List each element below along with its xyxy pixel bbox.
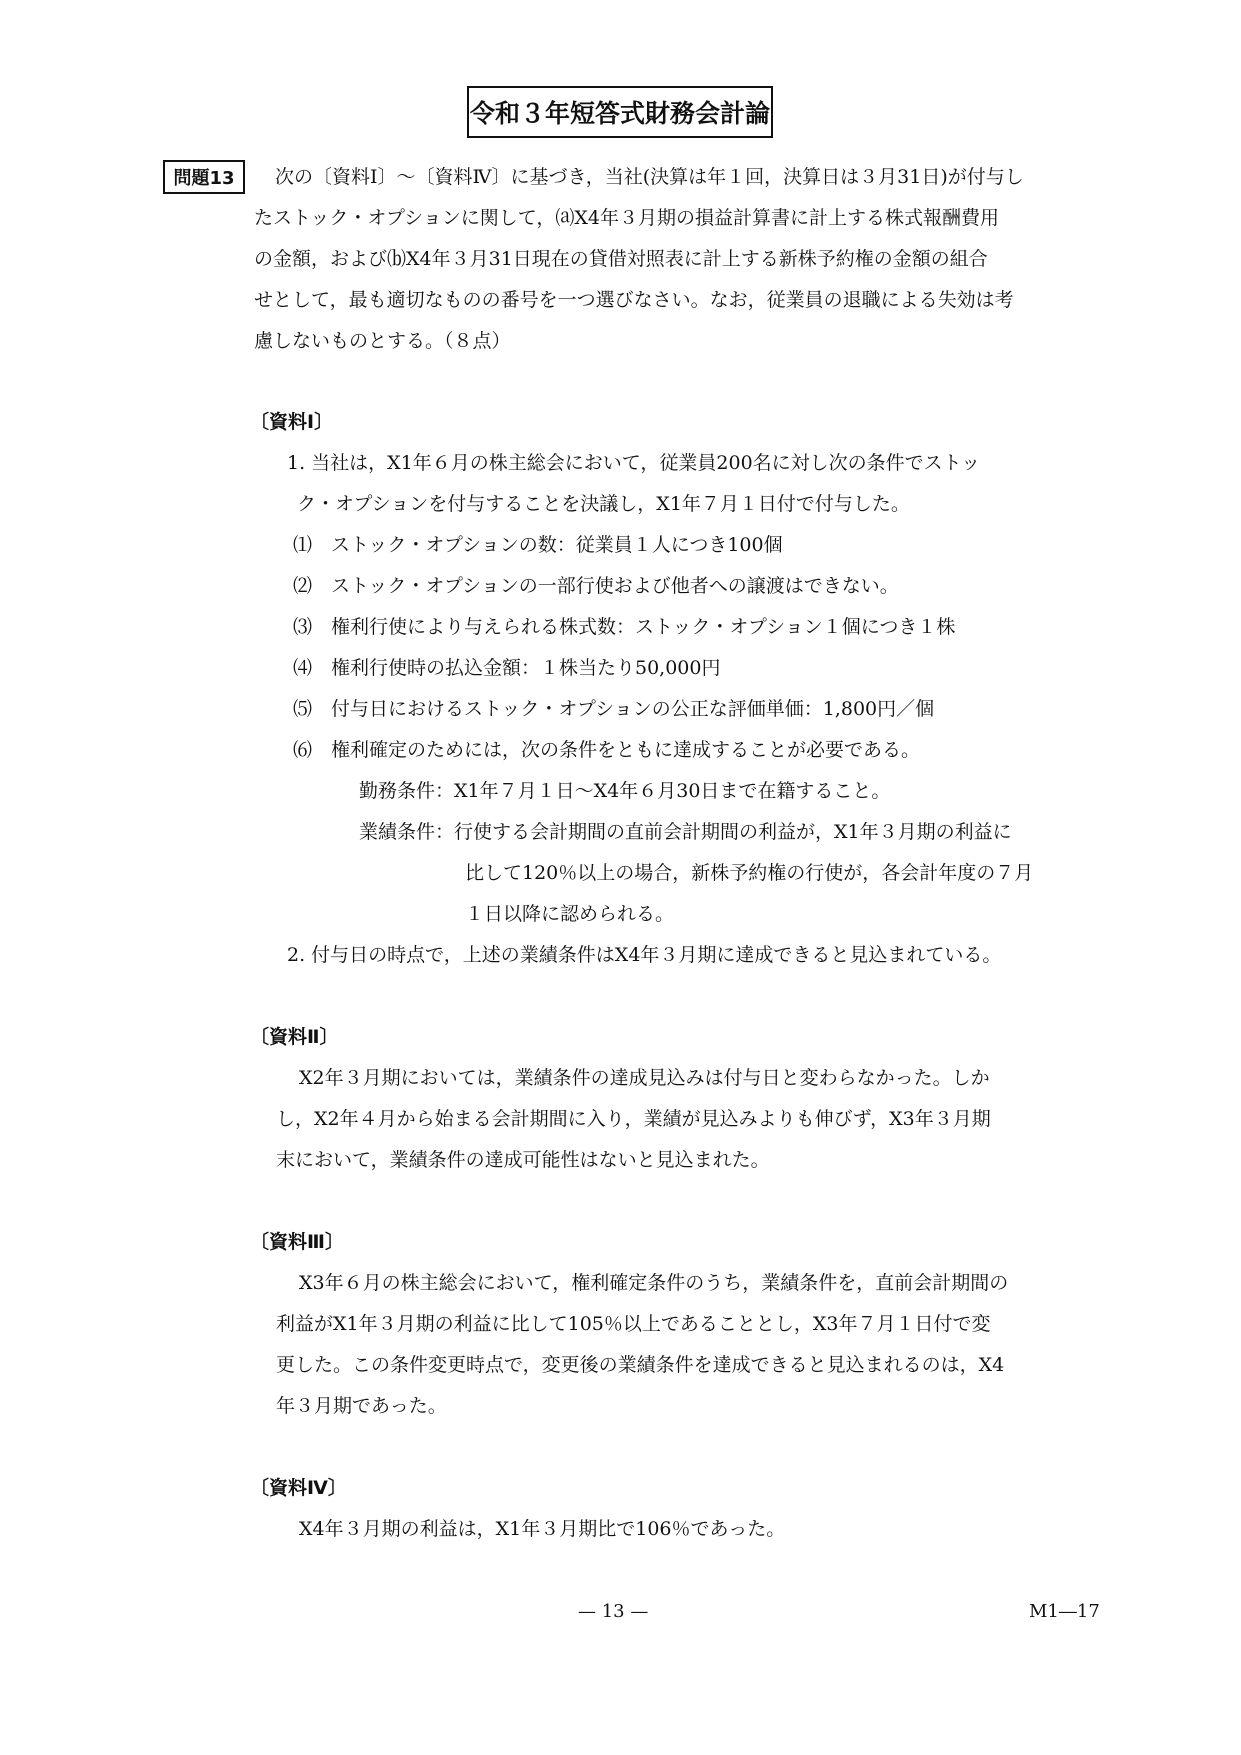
section-heading: 〔資料Ⅲ〕 xyxy=(250,1231,344,1253)
question-text-line: の金額，および⒝X4年３月31日現在の貸借対照表に計上する新株予約権の金額の組合 xyxy=(254,248,988,270)
list-item: 2. 付与日の時点で，上述の業績条件はX4年３月期に達成できると見込まれている。 xyxy=(287,944,1002,966)
section-heading: 〔資料Ⅳ〕 xyxy=(250,1477,347,1499)
condition-text: 業績条件：行使する会計期間の直前会計期間の利益が，X1年３月期の利益に xyxy=(359,821,1012,843)
paragraph-line: 末において，業績条件の達成可能性はないと見込まれた。 xyxy=(276,1149,770,1171)
sub-item: ⑹ 権利確定のためには，次の条件をともに達成することが必要である。 xyxy=(293,739,921,761)
question-text-line: せとして，最も適切なものの番号を一つ選びなさい。なお，従業員の退職による失効は考 xyxy=(254,289,1014,311)
paragraph-line: 更した。この条件変更時点で，変更後の業績条件を達成できると見込まれるのは，X4 xyxy=(276,1354,1005,1376)
sub-item: ⑷ 権利行使時の払込金額：１株当たり50,000円 xyxy=(293,657,721,679)
list-item: 1. 当社は，X1年６月の株主総会において，従業員200名に対し次の条件でストッ xyxy=(287,452,981,474)
page-title: 令和３年短答式財務会計論 xyxy=(467,86,773,138)
condition-text: 比して120％以上の場合，新株予約権の行使が，各会計年度の７月 xyxy=(465,862,1034,884)
paragraph-line: X2年３月期においては，業績条件の達成見込みは付与日と変わらなかった。しか xyxy=(299,1067,990,1089)
question-text-line: たストック・オプションに関して，⒜X4年３月期の損益計算書に計上する株式報酬費用 xyxy=(254,207,999,229)
section-heading: 〔資料Ⅰ〕 xyxy=(250,411,334,433)
paragraph-line: X3年６月の株主総会において，権利確定条件のうち，業績条件を，直前会計期間の xyxy=(299,1272,1009,1294)
section-heading: 〔資料Ⅱ〕 xyxy=(250,1026,339,1048)
page-number: — 13 — xyxy=(578,1601,649,1622)
paragraph-line: X4年３月期の利益は，X1年３月期比で106％であった。 xyxy=(299,1518,786,1540)
sub-item: ⑵ ストック・オプションの一部行使および他者への譲渡はできない。 xyxy=(293,575,899,597)
sub-item: ⑸ 付与日におけるストック・オプションの公正な評価単価：1,800円／個 xyxy=(293,698,935,720)
condition-text: １日以降に認められる。 xyxy=(465,903,675,925)
sub-item: ⑶ 権利行使により与えられる株式数：ストック・オプション１個につき１株 xyxy=(293,616,956,638)
document-code: M1―17 xyxy=(1029,1601,1100,1622)
question-text-line: 次の〔資料Ⅰ〕～〔資料Ⅳ〕に基づき，当社(決算は年１回，決算日は３月31日)が付与し xyxy=(275,166,1024,188)
paragraph-line: 利益がX1年３月期の利益に比して105％以上であることとし，X3年７月１日付で変 xyxy=(276,1313,991,1335)
paragraph-line: し，X2年４月から始まる会計期間に入り，業績が見込みよりも伸びず，X3年３月期 xyxy=(276,1108,991,1130)
list-item: ク・オプションを付与することを決議し，X1年７月１日付で付与した。 xyxy=(297,493,910,515)
question-label: 問題13 xyxy=(163,160,245,194)
question-text-line: 慮しないものとする。（８点） xyxy=(254,330,511,352)
paragraph-line: 年３月期であった。 xyxy=(276,1395,447,1417)
sub-item: ⑴ ストック・オプションの数：従業員１人につき100個 xyxy=(293,534,783,556)
condition-text: 勤務条件：X1年７月１日～X4年６月30日まで在籍すること。 xyxy=(359,780,891,802)
